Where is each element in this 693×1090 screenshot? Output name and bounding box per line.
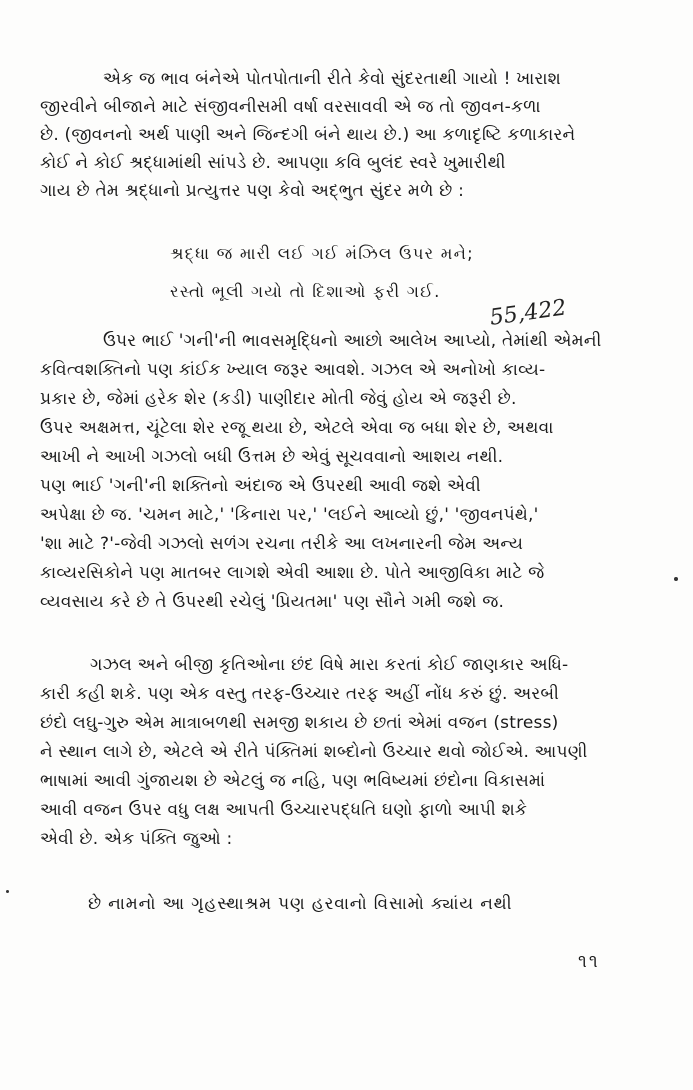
paragraph-1-line-4: કોઈ ને કોઈ શ્રદ્ધામાંથી સાંપડે છે. આપણા કવિ બુલંદ સ્વરે ખુમારીથી bbox=[40, 153, 506, 173]
paragraph-3-line-6: આવી વજન ઉપર વધુ લક્ષ આપતી ઉચ્ચારપદ્ધતિ ઘણો ફાળો આપી શકે bbox=[40, 800, 528, 820]
paragraph-1-line-1: એક જ ભાવ બંનેએ પોતપોતાની રીતે કેવો સુંદરતાથી ગાયો ! ખારાશ bbox=[103, 69, 561, 89]
paragraph-3-line-4: ને સ્થાન લાગે છે, એટલે એ રીતે પંક્તિમાં શબ્દોનો ઉચ્ચાર થવો જોઈએ. આપણી bbox=[40, 742, 588, 762]
paragraph-2-line-3: પ્રકાર છે, જેમાં હરેક શેર (કડી) પાણીદાર મોતી જેવું હોય એ જરૂરી છે. bbox=[40, 389, 517, 409]
paragraph-2-line-5: આખી ને આખી ગઝલો બધી ઉત્તમ છે એવું સૂચવવાનો આશય નથી. bbox=[40, 447, 504, 467]
handwritten-note: 55,422 bbox=[488, 295, 568, 331]
paragraph-2-line-7: અપેક્ષા છે જ. 'ચમન માટે,' 'કિનારા પર,' 'લઈને આવ્યો છું,' 'જીવનપંથે,' bbox=[40, 505, 539, 525]
scan-speck bbox=[674, 577, 678, 581]
verse-line-2: રસ્તો ભૂલી ગયો તો દિશાઓ ફરી ગઈ. bbox=[170, 282, 441, 301]
paragraph-2-line-4: ઉપર અક્ષમત્ત, ચૂંટેલા શેર રજૂ થયા છે, એટલે એવા જ બધા શેર છે, અથવા bbox=[40, 418, 554, 438]
paragraph-2-line-2: કવિત્વશક્તિનો પણ કાંઈક ખ્યાલ જરૂર આવશે. ગઝલ એ અનોખો કાવ્ય- bbox=[40, 360, 546, 380]
paragraph-2-line-9: કાવ્યરસિકોને પણ માતબર લાગશે એવી આશા છે. પોતે આજીવિકા માટે જે bbox=[40, 563, 545, 583]
paragraph-2-line-8: 'શા માટે ?'-જેવી ગઝલો સળંગ રચના તરીકે આ લખનારની જેમ અન્ય bbox=[40, 534, 524, 554]
paragraph-3-line-7: એવી છે. એક પંક્તિ જુઓ : bbox=[40, 829, 233, 849]
paragraph-1-line-5: ગાય છે તેમ શ્રદ્ધાનો પ્રત્યુત્તર પણ કેવો અદ્ભુત સુંદર મળે છે : bbox=[40, 181, 465, 201]
scan-speck bbox=[6, 890, 9, 893]
quoted-line: છે નામનો આ ગૃહસ્થાશ્રમ પણ હરવાનો વિસામો ક્યાંય નથી bbox=[88, 894, 513, 914]
paragraph-3-line-2: કારી કહી શકે. પણ એક વસ્તુ તરફ-ઉચ્ચાર તરફ અહીં નોંધ કરું છું. અરબી bbox=[40, 684, 560, 704]
paragraph-1-line-3: છે. (જીવનનો અર્થ પાણી અને જિન્દગી બંને થાય છે.) આ કળાદૃષ્ટિ કળાકારને bbox=[40, 125, 576, 145]
paragraph-3-line-3: છંદો લઘુ-ગુરુ એમ માત્રાબળથી સમજી શકાય છે છતાં એમાં વજન (stress) bbox=[40, 713, 559, 733]
page-number: ૧૧ bbox=[578, 951, 600, 972]
paragraph-2-line-6: પણ ભાઈ 'ગની'ની શક્તિનો અંદાજ એ ઉપરથી આવી જશે એવી bbox=[40, 476, 481, 496]
paragraph-2-line-10: વ્યવસાય કરે છે તે ઉપરથી રચેલું 'પ્રિયતમા' પણ સૌને ગમી જશે જ. bbox=[40, 592, 505, 612]
verse-line-1: શ્રદ્ધા જ મારી લઈ ગઈ મંઝિલ ઉપર મને; bbox=[170, 244, 474, 263]
paragraph-3-line-5: ભાષામાં આવી ગુંજાયશ છે એટલું જ નહિ, પણ ભવિષ્યમાં છંદોના વિકાસમાં bbox=[40, 771, 546, 791]
paragraph-2-line-1: ઉપર ભાઈ 'ગની'ની ભાવસમૃદ્ધિનો આછો આલેખ આપ્યો, તેમાંથી એમની bbox=[103, 331, 602, 351]
paragraph-1-line-2: જીરવીને બીજાને માટે સંજીવનીસમી વર્ષા વરસાવવી એ જ તો જીવન-કળા bbox=[40, 97, 541, 117]
paragraph-3-line-1: ગઝલ અને બીજી કૃતિઓના છંદ વિષે મારા કરતાં કોઈ જાણકાર અધિ- bbox=[90, 655, 569, 675]
